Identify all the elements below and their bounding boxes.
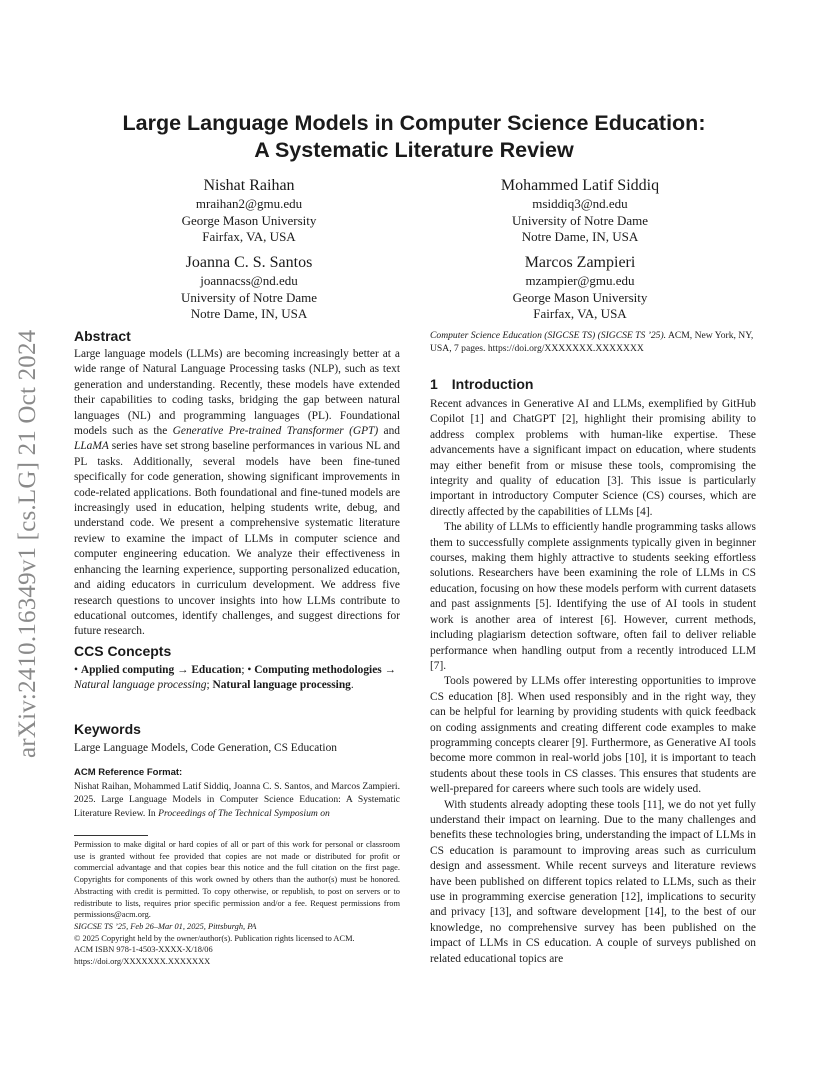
arxiv-identifier: arXiv:2410.16349v1 [cs.LG] 21 Oct 2024 <box>14 329 41 758</box>
acm-reference-section <box>74 767 400 820</box>
title-line-1: Large Language Models in Computer Science Education: <box>122 111 706 135</box>
author-name: Marcos Zampieri <box>524 254 636 271</box>
author-block-2 <box>480 176 680 246</box>
conference-info: SIGCSE TS ’25, Feb 26–Mar 01, 2025, Pittsburgh, PA <box>74 921 257 931</box>
footnote-divider <box>74 835 148 836</box>
intro-paragraph-1: Recent advances in Generative AI and LLMs, exemplified by GitHub Copilot [1] and ChatGPT [2], highlight their promising ability to address complex problems with human-like expertise. These advancements have a significant impact on education, where students may either benefit from or misuse these tools, compromising the integrity and quality of education [3]. This issue is particularly important in introductory Computer Science (CS) courses, which are directly affected by the capabilities of LLMs [4]. <box>430 398 756 518</box>
author-name: Joanna C. S. Santos <box>185 254 313 271</box>
author-block-4 <box>480 253 680 323</box>
author-location: Notre Dame, IN, USA <box>190 306 308 321</box>
intro-paragraph-3: Tools powered by LLMs offer interesting opportunities to improve CS education [8]. When used responsibly and in the right way, they can be helpful for learning by providing students with quick feedback on coding assignments and creating different code examples to make programming concepts clearer [9]. Furthermore, as Generative AI tools become more common in real-world jobs [10], it is important to teach students about these tools in CS classes. This ensures that students are well-prepared for careers where such tools are widely used. <box>430 675 756 796</box>
abstract-heading: Abstract <box>74 328 131 344</box>
author-location: Fairfax, VA, USA <box>202 229 296 244</box>
author-email: joannacss@nd.edu <box>200 273 298 288</box>
permission-notice <box>74 839 400 968</box>
acm-reference-continued-text: Computer Science Education (SIGCSE TS) (SIGCSE TS ’25). ACM, New York, NY, USA, 7 pages. https://doi.org/XXXXXXX.XXXXXXX <box>430 330 754 355</box>
author-affiliation: University of Notre Dame <box>180 289 318 305</box>
author-block-3 <box>149 253 349 323</box>
isbn-line: ACM ISBN 978-1-4503-XXXX-X/18/06 <box>74 945 213 955</box>
keywords-text: Large Language Models, Code Generation, CS Education <box>74 742 337 754</box>
section-number: 1 <box>430 376 438 392</box>
author-email: mzampier@gmu.edu <box>525 273 635 288</box>
author-location: Notre Dame, IN, USA <box>521 229 639 244</box>
author-affiliation: University of Notre Dame <box>511 212 649 228</box>
author-name: Nishat Raihan <box>203 177 295 194</box>
intro-paragraph-4: With students already adopting these tools [11], we do not yet fully understand their impact on learning. Due to the many challenges and benefits these technologies bring, understanding the impact of LLMs in CS education is paramount to improving areas such as curriculum design and assessment. While recent surveys and literature reviews have been published on different topics related to LLMs, such as their use in programming exercise generation [12], implications to security and privacy [13], and software development [14], to the best of our knowledge, no comprehensive survey has been published on the impact of LLMs in CS education. A couple of surveys published on related educational topics are <box>430 798 756 965</box>
introduction-heading <box>430 376 756 392</box>
abstract-text: Large language models (LLMs) are becoming increasingly better at a wide range of Natural Language Processing tasks (NLP), such as text generation and understanding. Recently, these models have extended their capabilities to coding tasks, bridging the gap between natural languages (NL) and programming languages (PL). Foundational models such as the Generative Pre-trained Transformer (GPT) and LLaMA series have set strong baseline performances in various NL and PL tasks. Additionally, several models have been fine-tuned specifically for code generation, showing significant improvements in code-related applications. Both foundational and fine-tuned models are increasingly used in education, helping students write, debug, and understand code. We present a comprehensive systematic literature review to examine the impact of LLMs in computer science and computer engineering education. We analyze their effectiveness in enhancing the learning experience, supporting personalized education, and aiding educators in curriculum development. We address five research questions to uncover insights into how LLMs contribute to educational outcomes, identify challenges, and suggest directions for future research. <box>74 348 401 638</box>
author-email: msiddiq3@nd.edu <box>532 196 628 211</box>
author-email: mraihan2@gmu.edu <box>195 196 303 211</box>
copyright-line: © 2025 Copyright held by the owner/author(s). Publication rights licensed to ACM. <box>74 933 355 943</box>
acm-reference-text: Nishat Raihan, Mohammed Latif Siddiq, Joanna C. S. Santos, and Marcos Zampieri. 2025. Large Language Models in Computer Science Education: A Systematic Literature Review. In Proceedings of The Technical Symposium on <box>74 781 400 819</box>
section-title: Introduction <box>451 376 534 392</box>
author-location: Fairfax, VA, USA <box>533 306 627 321</box>
title-line-2: A Systematic Literature Review <box>254 138 574 162</box>
keywords-section <box>74 721 400 756</box>
keywords-heading: Keywords <box>74 721 141 737</box>
paper-title <box>90 110 738 164</box>
permission-text: Permission to make digital or hard copies of all or part of this work for personal or classroom use is granted without fee provided that copies are not made or distributed for profit or commercial advantage and that copies bear this notice and the full citation on the first page. Copyrights for components of this work owned by others than the author(s) must be honored. Abstracting with credit is permitted. To copy otherwise, or republish, to post on servers or to redistribute to lists, requires prior specific permission and/or a fee. Request permissions from permissions@acm.org. <box>74 840 400 920</box>
ccs-text: • Applied computing → Education; • Computing methodologies → Natural language processing; Natural language processing. <box>74 664 396 692</box>
acm-reference-heading: ACM Reference Format: <box>74 767 183 778</box>
intro-paragraph-2: The ability of LLMs to efficiently handle programming tasks allows them to successfully complete assignments typically given in beginner courses, making them highly attractive to students seeking effortless solutions. Researchers have been examining the role of LLMs in CS education, focusing on how these models perform with current datasets and past assignments [5]. Identifying the use of AI tools in student work is another area of interest [6]. However, current methods, including plagiarism detection software, often fail to deliver reliable performance when handling output from a recently introduced LLM [7]. <box>430 521 756 672</box>
introduction-section <box>430 376 756 967</box>
ccs-section <box>74 643 400 694</box>
acm-reference-continued <box>430 329 756 356</box>
author-affiliation: George Mason University <box>181 212 317 228</box>
author-affiliation: George Mason University <box>512 289 648 305</box>
ccs-heading: CCS Concepts <box>74 643 172 659</box>
author-block-1 <box>149 176 349 246</box>
doi-line: https://doi.org/XXXXXXX.XXXXXXX <box>74 957 211 967</box>
abstract-section <box>74 328 400 640</box>
author-name: Mohammed Latif Siddiq <box>500 177 660 194</box>
